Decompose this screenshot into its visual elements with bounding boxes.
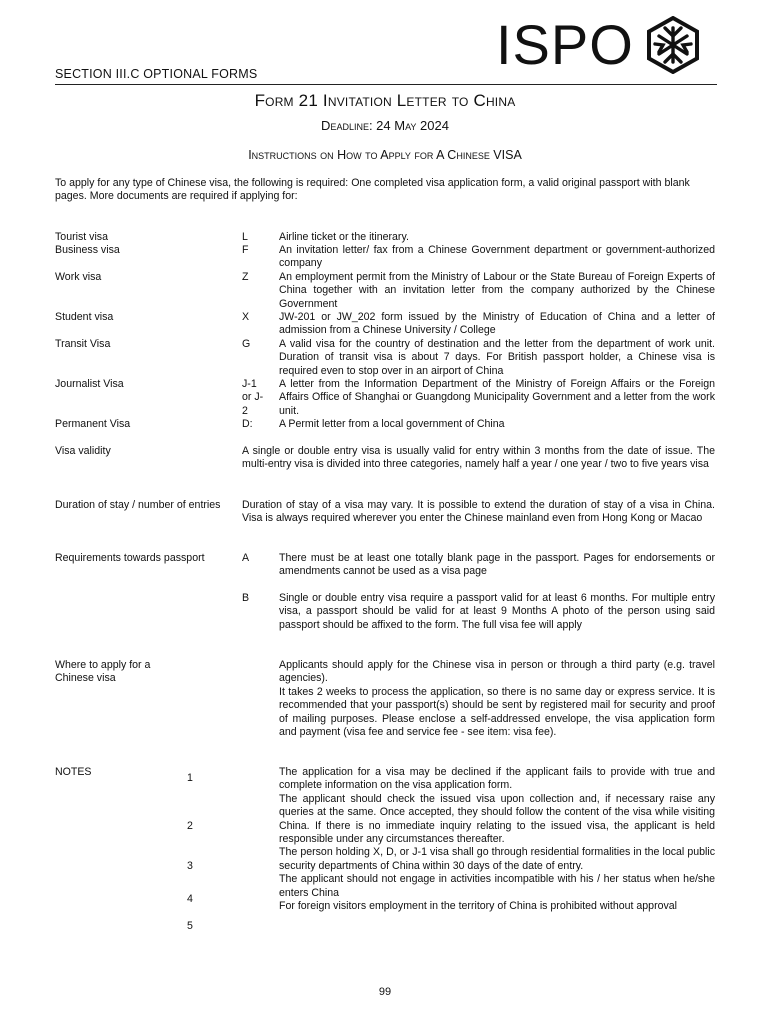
note-1: The application for a visa may be declined if the applicant fails to provide with true and complete information on the visa application form. [279, 766, 715, 792]
visa-code: F [242, 244, 249, 256]
note-2: The applicant should check the issued visa upon collection and, if necessary raise any queries at the same. Once accepted, they should follow the content of the visa while visiting China. If there is no immediate inquiry relating to the issued visa, the applicant is held responsible under any circumstances thereafter. [279, 792, 715, 846]
form-title: Form 21 Invitation Letter to China [254, 91, 516, 110]
logo-wordmark: ISPO [496, 13, 634, 76]
note-number: 4 [187, 893, 193, 905]
visa-code: X [242, 311, 250, 323]
visa-requirement: A Permit letter from a local government of China [279, 418, 505, 430]
visa-code: D: [242, 418, 253, 430]
passport-code: B [242, 592, 250, 604]
visa-validity-text: A single or double entry visa is usually valid for entry within 3 months from the date of issue. The multi-entry visa is divided into three categories, namely half a year / one year / two to five years visa [242, 445, 715, 471]
visa-requirement: An employment permit from the Ministry of Labour or the State Bureau of Foreign Experts of China together with an invitation letter from the company authorized by the Chinese Government [279, 271, 715, 310]
visa-requirement: Airline ticket or the itinerary. [279, 231, 409, 243]
where-to-apply-text [279, 659, 715, 739]
passport-code: A [242, 552, 250, 564]
visa-code: L [242, 231, 248, 243]
note-5: For foreign visitors employment in the territory of China is prohibited without approval [279, 900, 678, 913]
visa-label: Tourist visa [55, 231, 108, 243]
duration-text: Duration of stay of a visa may vary. It is possible to extend the duration of stay of a visa in China. Visa is always required wherever you enter the Chinese mainland even from Hong Kong or Macao [242, 499, 715, 525]
visa-label: Journalist Visa [55, 378, 124, 390]
visa-label: Work visa [55, 271, 102, 283]
note-number: 3 [187, 860, 193, 872]
page-number: 99 [378, 986, 392, 998]
section-label: SECTION III.C OPTIONAL FORMS [55, 67, 258, 81]
note-number: 2 [187, 820, 193, 832]
note-3: The person holding X, D, or J-1 visa shall go through residential formalities in the local public security departments of China within 30 days of the date of entry. [279, 846, 715, 872]
notes-label: NOTES [55, 766, 92, 778]
notes-text [279, 766, 715, 913]
ispo-hexagon-logo-icon [646, 16, 700, 74]
visa-label: Business visa [55, 244, 120, 256]
visa-label: Permanent Visa [55, 418, 131, 430]
visa-requirement: A valid visa for the country of destination and the letter from the department of work unit. Duration of transit visa is about 7 days. For British passport holder, a Chinese visa is required even to stop over in an airport of China [279, 338, 715, 377]
visa-validity-label: Visa validity [55, 445, 111, 457]
passport-label: Requirements towards passport [55, 552, 205, 564]
where-to-apply-label: Where to apply for a Chinese visa [55, 659, 151, 685]
passport-requirement: Single or double entry visa require a passport valid for at least 6 months. For multiple entry visa, a passport should be valid for at least 9 Months A photo of the person using said passport should be affixed to the form. The full visa fee will apply [279, 592, 715, 631]
deadline: Deadline: 24 May 2024 [321, 118, 449, 133]
intro-text: To apply for any type of Chinese visa, the following is required: One completed visa application form, a valid original passport with blank pages. More documents are required if applying for: [55, 177, 690, 203]
visa-code: G [242, 338, 251, 350]
visa-code: Z [242, 271, 249, 283]
header-divider [55, 84, 717, 85]
note-number: 5 [187, 920, 193, 932]
where-to-apply-paragraph-1: Applicants should apply for the Chinese visa in person or through a third party (e.g. travel agencies). [279, 659, 715, 685]
where-to-apply-paragraph-2: It takes 2 weeks to process the application, so there is no same day or express service. It is recommended that your passport(s) should be sent by registered mail for security and proof of mailing purposes. Please enclose a self-addressed envelope, the visa application form and payment (visa fee and service fee - see item: visa fee). [279, 685, 715, 739]
visa-requirement: JW-201 or JW_202 form issued by the Ministry of Education of China and a letter of admission from a Chinese University / College [279, 311, 715, 337]
visa-label: Student visa [55, 311, 114, 323]
ispo-logo [496, 14, 700, 76]
note-4: The applicant should not engage in activities incompatible with his / her status when he/she enters China [279, 873, 715, 899]
visa-requirement: A letter from the Information Department of the Ministry of Foreign Affairs or the Foreign Affairs Office of Shanghai or Guangdong Municipality Government and a letter from the work unit. [279, 378, 715, 417]
instructions-heading: Instructions on How to Apply for A Chinese VISA [248, 148, 522, 162]
passport-requirement: There must be at least one totally blank page in the passport. Pages for endorsements or amendments cannot be used as a visa page [279, 552, 715, 578]
visa-requirement: An invitation letter/ fax from a Chinese Government department or government-authorized company [279, 244, 715, 270]
duration-label: Duration of stay / number of entries [55, 499, 221, 511]
visa-code: J-1 or J-2 [242, 378, 264, 417]
visa-label: Transit Visa [55, 338, 111, 350]
note-number: 1 [187, 772, 193, 784]
